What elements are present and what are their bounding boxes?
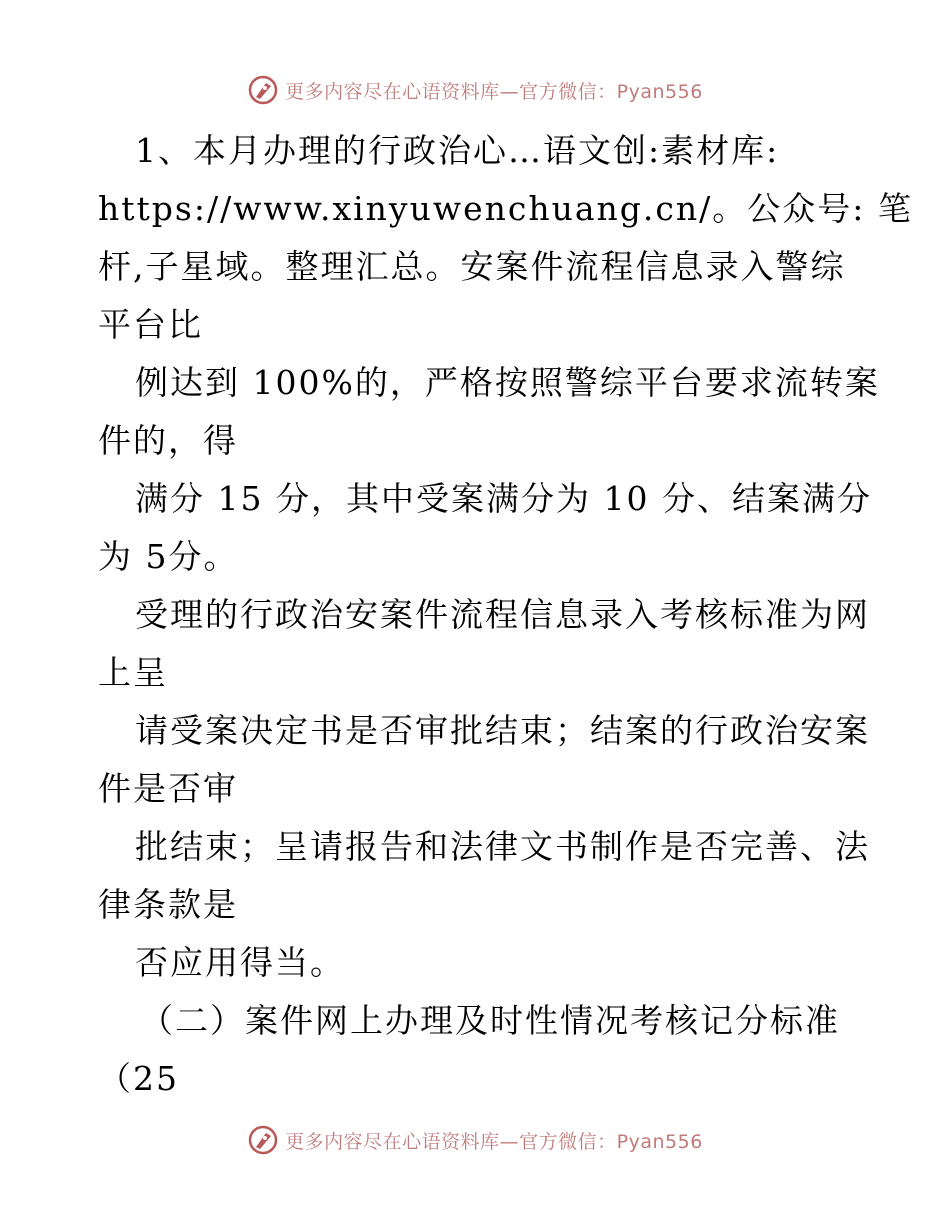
text-line: 例达到 100%的，严格按照警综平台要求流转案 [135,363,880,402]
section-heading: （二）案件网上办理及时性情况考核记分标准 [140,1001,840,1040]
text-line: 杆,子星域。整理汇总。安案件流程信息录入警综 [98,247,846,286]
header-watermark-banner [0,70,950,110]
watermark-text: 更多内容尽在心语资料库—官方微信：Pyan556 [285,80,703,103]
text-line: 满分 15 分，其中受案满分为 10 分、结案满分 [135,479,872,518]
footer-watermark-banner [0,1120,950,1160]
text-line: 为 5分。 [98,537,239,576]
text-line: 1、本月办理的行政治心…语文创:素材库: [135,131,780,170]
watermark-text: 更多内容尽在心语资料库—官方微信：Pyan556 [285,1130,703,1153]
text-line: 请受案决定书是否审批结束；结案的行政治安案 [135,711,870,750]
pen-nib-logo-icon [247,74,279,106]
document-body [98,122,913,1108]
text-line: 律条款是 [98,885,238,924]
text-line: 平台比 [98,305,203,344]
text-line: https://www.xinyuwenchuang.cn/。公众号: 笔 [98,189,913,228]
text-line: 受理的行政治安案件流程信息录入考核标准为网 [135,595,870,634]
text-line: 批结束；呈请报告和法律文书制作是否完善、法 [135,827,870,866]
text-line: 件是否审 [98,769,238,808]
text-line: （25 [98,1059,179,1098]
text-line: 上呈 [98,653,168,692]
text-line: 否应用得当。 [135,943,345,982]
pen-nib-logo-icon [247,1124,279,1156]
text-line: 件的，得 [98,421,238,460]
